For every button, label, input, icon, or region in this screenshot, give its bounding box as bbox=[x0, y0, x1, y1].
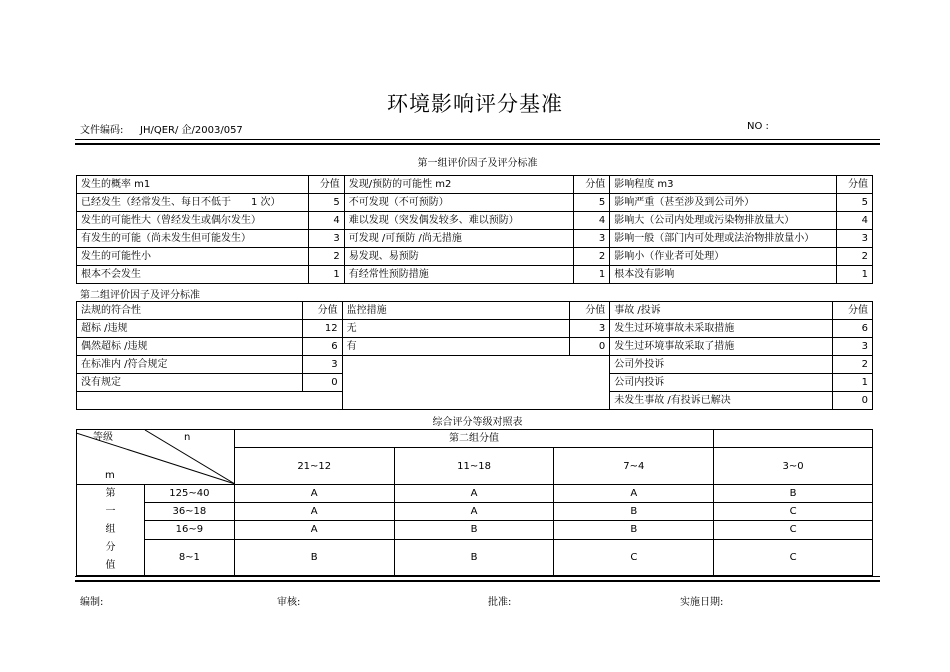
score-cell: 4 bbox=[574, 212, 610, 230]
doc-number-label: NO : bbox=[747, 121, 769, 132]
score-cell: 1 bbox=[832, 374, 872, 392]
table-cell: 偶然超标 /违规 bbox=[77, 338, 303, 356]
table-cell: 公司外投诉 bbox=[610, 356, 833, 374]
table-row bbox=[77, 230, 873, 248]
table-cell: 有 bbox=[342, 338, 570, 356]
grade-cell: B bbox=[554, 521, 714, 539]
score-cell: 6 bbox=[302, 338, 342, 356]
corner-n-label: n bbox=[184, 432, 191, 443]
group2-caption: 第二组评价因子及评分标准 bbox=[80, 290, 200, 301]
score-cell: 3 bbox=[574, 230, 610, 248]
grade-cell: A bbox=[394, 503, 554, 521]
label-char: 第 bbox=[105, 488, 116, 499]
table-cell: 不可发现（不可预防） bbox=[344, 194, 574, 212]
header-cell: 监控措施 bbox=[342, 302, 570, 320]
label-char: 一 bbox=[105, 506, 116, 517]
score-cell: 3 bbox=[837, 230, 873, 248]
table-cell: 发生过环境事故采取了措施 bbox=[610, 338, 833, 356]
label-char: 分 bbox=[105, 542, 116, 553]
footer-rule-thick bbox=[75, 580, 880, 582]
group1-caption: 第一组评价因子及评分标准 bbox=[417, 158, 538, 169]
score-cell: 2 bbox=[832, 356, 872, 374]
table-cell: 在标准内 /符合规定 bbox=[77, 356, 303, 374]
table-cell: 可发现 /可预防 /尚无措施 bbox=[344, 230, 574, 248]
score-cell: 5 bbox=[308, 194, 344, 212]
table-cell: 发生的可能性大（曾经发生或偶尔发生） bbox=[77, 212, 309, 230]
range-cell: 8~1 bbox=[144, 539, 234, 575]
score-cell: 0 bbox=[302, 374, 342, 392]
table-cell: 发生过环境事故未采取措施 bbox=[610, 320, 833, 338]
group2-header-row bbox=[77, 302, 873, 320]
summary-caption: 综合评分等级对照表 bbox=[432, 417, 523, 428]
column-header: 7~4 bbox=[554, 448, 714, 485]
score-cell: 2 bbox=[574, 248, 610, 266]
grade-cell: B bbox=[714, 485, 873, 503]
header-cell: 发现/预防的可能性 m2 bbox=[344, 176, 574, 194]
header-rule-thin bbox=[75, 139, 880, 140]
score-cell: 1 bbox=[308, 266, 344, 284]
grade-cell: C bbox=[714, 503, 873, 521]
grade-cell: C bbox=[554, 539, 714, 575]
header-cell: 事故 /投诉 bbox=[610, 302, 833, 320]
grade-cell: A bbox=[234, 503, 394, 521]
corner-m-label: m bbox=[105, 470, 115, 481]
table-row bbox=[77, 356, 873, 374]
prepared-by-label: 编制: bbox=[80, 597, 104, 608]
group1-table bbox=[76, 175, 873, 284]
table-cell: 根本没有影响 bbox=[610, 266, 837, 284]
table-cell: 影响一般（部门内可处理或法治物排放量小） bbox=[610, 230, 837, 248]
grade-cell: B bbox=[394, 521, 554, 539]
header-cell: 分值 bbox=[570, 302, 610, 320]
table-row bbox=[77, 212, 873, 230]
range-cell: 16~9 bbox=[144, 521, 234, 539]
label-char: 组 bbox=[105, 524, 116, 535]
reviewed-by-label: 审核: bbox=[277, 597, 301, 608]
corner-grade-label: 等级 bbox=[93, 432, 113, 443]
score-cell: 3 bbox=[570, 320, 610, 338]
grade-cell: A bbox=[394, 485, 554, 503]
group1-score-label bbox=[77, 485, 145, 576]
table-cell: 有发生的可能（尚未发生但可能发生） bbox=[77, 230, 309, 248]
score-cell: 4 bbox=[308, 212, 344, 230]
group2-table bbox=[76, 301, 873, 410]
table-row bbox=[77, 338, 873, 356]
table-cell: 未发生事故 /有投诉已解决 bbox=[610, 392, 833, 410]
score-cell: 1 bbox=[574, 266, 610, 284]
header-cell: 法规的符合性 bbox=[77, 302, 303, 320]
score-cell: 5 bbox=[574, 194, 610, 212]
empty-cell bbox=[342, 356, 610, 410]
score-cell: 2 bbox=[837, 248, 873, 266]
header-cell: 分值 bbox=[308, 176, 344, 194]
table-row bbox=[77, 194, 873, 212]
range-cell: 36~18 bbox=[144, 503, 234, 521]
score-cell: 2 bbox=[308, 248, 344, 266]
table-cell: 影响严重（甚至涉及到公司外） bbox=[610, 194, 837, 212]
score-cell: 12 bbox=[302, 320, 342, 338]
effective-date-label: 实施日期: bbox=[680, 597, 724, 608]
score-cell: 5 bbox=[837, 194, 873, 212]
group1-header-row bbox=[77, 176, 873, 194]
score-cell: 3 bbox=[302, 356, 342, 374]
score-cell: 3 bbox=[832, 338, 872, 356]
empty-cell bbox=[714, 430, 873, 448]
grade-cell: B bbox=[234, 539, 394, 575]
doc-code: JH/QER/ 企/2003/057 bbox=[140, 125, 243, 136]
score-cell: 0 bbox=[570, 338, 610, 356]
empty-cell bbox=[77, 392, 343, 410]
table-cell: 无 bbox=[342, 320, 570, 338]
table-cell: 根本不会发生 bbox=[77, 266, 309, 284]
column-header: 11~18 bbox=[394, 448, 554, 485]
grade-cell: C bbox=[714, 521, 873, 539]
grade-cell: A bbox=[234, 485, 394, 503]
footer-rule-thin bbox=[75, 576, 880, 577]
table-row bbox=[77, 521, 873, 539]
header-cell: 发生的概率 m1 bbox=[77, 176, 309, 194]
table-row bbox=[77, 248, 873, 266]
header-rule-thick bbox=[75, 143, 880, 145]
page-title: 环境影响评分基准 bbox=[387, 92, 563, 116]
grade-cell: B bbox=[554, 503, 714, 521]
table-cell: 影响小（作业者可处理） bbox=[610, 248, 837, 266]
corner-cell bbox=[77, 430, 235, 485]
score-cell: 0 bbox=[832, 392, 872, 410]
table-cell: 易发现、易预防 bbox=[344, 248, 574, 266]
doc-code-label: 文件编码: bbox=[80, 125, 124, 136]
group2-score-header: 第二组分值 bbox=[234, 430, 713, 448]
label-char: 值 bbox=[105, 560, 116, 571]
table-cell: 发生的可能性小 bbox=[77, 248, 309, 266]
header-cell: 影响程度 m3 bbox=[610, 176, 837, 194]
table-row bbox=[77, 266, 873, 284]
score-cell: 6 bbox=[832, 320, 872, 338]
table-row bbox=[77, 485, 873, 503]
grade-cell: B bbox=[394, 539, 554, 575]
grade-cell: C bbox=[714, 539, 873, 575]
score-cell: 4 bbox=[837, 212, 873, 230]
column-header: 21~12 bbox=[234, 448, 394, 485]
score-cell: 3 bbox=[308, 230, 344, 248]
table-cell: 公司内投诉 bbox=[610, 374, 833, 392]
range-cell: 125~40 bbox=[144, 485, 234, 503]
table-row bbox=[77, 503, 873, 521]
summary-table bbox=[76, 429, 873, 576]
header-cell: 分值 bbox=[837, 176, 873, 194]
header-cell: 分值 bbox=[302, 302, 342, 320]
table-cell: 已经发生（经常发生、每日不低于 1 次） bbox=[77, 194, 309, 212]
header-cell: 分值 bbox=[832, 302, 872, 320]
table-cell: 没有规定 bbox=[77, 374, 303, 392]
score-cell: 1 bbox=[837, 266, 873, 284]
table-cell: 难以发现（突发偶发较多、难以预防） bbox=[344, 212, 574, 230]
grade-cell: A bbox=[234, 521, 394, 539]
table-row bbox=[77, 539, 873, 575]
grade-cell: A bbox=[554, 485, 714, 503]
table-cell: 有经常性预防措施 bbox=[344, 266, 574, 284]
table-row bbox=[77, 320, 873, 338]
header-cell: 分值 bbox=[574, 176, 610, 194]
table-cell: 影响大（公司内处理或污染物排放量大） bbox=[610, 212, 837, 230]
approved-by-label: 批准: bbox=[488, 597, 512, 608]
table-cell: 超标 /违规 bbox=[77, 320, 303, 338]
column-header: 3~0 bbox=[714, 448, 873, 485]
